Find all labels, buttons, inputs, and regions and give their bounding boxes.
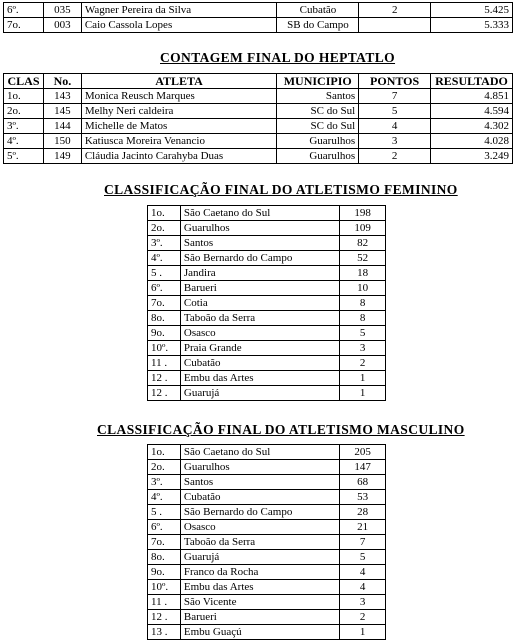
masculino-title: CLASSIFICAÇÃO FINAL DO ATLETISMO MASCULINO	[97, 422, 465, 437]
cell-municipio: Santos	[277, 89, 359, 104]
cell-number: 003	[43, 18, 81, 33]
cell-resultado: 5.425	[431, 3, 513, 18]
cell-points: 109	[340, 221, 386, 236]
cell-points: 82	[340, 236, 386, 251]
cell-municipio: Cubatão	[277, 3, 359, 18]
cell-rank: 5 .	[148, 505, 181, 520]
cell-resultado: 5.333	[431, 18, 513, 33]
cell-points: 28	[340, 505, 386, 520]
cell-points: 1	[340, 371, 386, 386]
cell-city: São Vicente	[180, 595, 339, 610]
table-row	[148, 580, 386, 595]
cell-number: 150	[43, 134, 81, 149]
cell-points: 1	[340, 625, 386, 640]
cell-city: Franco da Rocha	[180, 565, 339, 580]
table-row	[148, 221, 386, 236]
cell-resultado: 4.594	[431, 104, 513, 119]
heptatlo-table	[3, 73, 513, 164]
col-municipio: MUNICIPIO	[277, 74, 359, 89]
cell-athlete: Monica Reusch Marques	[81, 89, 276, 104]
cell-points: 52	[340, 251, 386, 266]
cell-rank: 9o.	[148, 565, 181, 580]
cell-clas: 3º.	[4, 119, 44, 134]
cell-rank: 6º.	[148, 520, 181, 535]
cell-points: 2	[340, 610, 386, 625]
cell-points: 4	[340, 565, 386, 580]
cell-rank: 4º.	[148, 251, 181, 266]
cell-city: São Bernardo do Campo	[180, 251, 339, 266]
col-resultado: RESULTADO	[431, 74, 513, 89]
cell-rank: 3º.	[148, 475, 181, 490]
table-row	[148, 475, 386, 490]
cell-resultado: 3.249	[431, 149, 513, 164]
cell-pontos: 2	[359, 3, 431, 18]
table-row	[148, 535, 386, 550]
table-row	[4, 149, 513, 164]
cell-rank: 4º.	[148, 490, 181, 505]
feminino-title: CLASSIFICAÇÃO FINAL DO ATLETISMO FEMININO	[104, 182, 458, 197]
cell-rank: 12 .	[148, 371, 181, 386]
cell-city: Embu das Artes	[180, 371, 339, 386]
cell-municipio: SC do Sul	[277, 104, 359, 119]
table-row	[148, 386, 386, 401]
cell-resultado: 4.851	[431, 89, 513, 104]
table-row	[4, 119, 513, 134]
cell-rank: 2o.	[148, 221, 181, 236]
cell-city: Osasco	[180, 520, 339, 535]
cell-athlete: Caio Cassola Lopes	[81, 18, 277, 33]
cell-clas: 1o.	[4, 89, 44, 104]
cell-rank: 2o.	[148, 460, 181, 475]
cell-rank: 3º.	[148, 236, 181, 251]
cell-athlete: Michelle de Matos	[81, 119, 276, 134]
cell-rank: 7o.	[148, 535, 181, 550]
cell-rank: 13 .	[148, 625, 181, 640]
cell-rank: 11 .	[148, 356, 181, 371]
table-row	[4, 104, 513, 119]
cell-points: 7	[340, 535, 386, 550]
table-row	[148, 371, 386, 386]
masculino-table	[147, 444, 386, 640]
cell-rank: 7o.	[148, 296, 181, 311]
table-row	[148, 445, 386, 460]
cell-rank: 12 .	[148, 610, 181, 625]
cell-clas: 2o.	[4, 104, 44, 119]
table-row	[148, 490, 386, 505]
col-pontos: PONTOS	[359, 74, 431, 89]
col-no: No.	[43, 74, 81, 89]
cell-municipio: SC do Sul	[277, 119, 359, 134]
cell-city: Embu das Artes	[180, 580, 339, 595]
cell-athlete: Katiusca Moreira Venancio	[81, 134, 276, 149]
cell-rank: 12 .	[148, 386, 181, 401]
table-row	[148, 550, 386, 565]
cell-city: Praia Grande	[180, 341, 339, 356]
cell-rank: 1o.	[148, 445, 181, 460]
cell-city: São Caetano do Sul	[180, 206, 339, 221]
cell-rank: 6º.	[148, 281, 181, 296]
cell-clas: 5º.	[4, 149, 44, 164]
cell-city: Cubatão	[180, 490, 339, 505]
cell-points: 1	[340, 386, 386, 401]
table-row	[4, 3, 513, 18]
cell-city: Santos	[180, 475, 339, 490]
cell-city: São Caetano do Sul	[180, 445, 339, 460]
cell-number: 145	[43, 104, 81, 119]
cell-athlete: Wagner Pereira da Silva	[81, 3, 277, 18]
cell-points: 10	[340, 281, 386, 296]
cell-city: Jandira	[180, 266, 339, 281]
cell-points: 18	[340, 266, 386, 281]
col-clas: CLAS	[4, 74, 44, 89]
cell-rank: 9o.	[148, 326, 181, 341]
cell-municipio: SB do Campo	[277, 18, 359, 33]
top-results-table	[3, 2, 513, 33]
cell-city: Taboão da Serra	[180, 311, 339, 326]
table-row	[148, 341, 386, 356]
table-row	[148, 266, 386, 281]
heptatlo-title: CONTAGEM FINAL DO HEPTATLO	[160, 50, 396, 65]
table-row	[4, 89, 513, 104]
cell-athlete: Melhy Neri caldeira	[81, 104, 276, 119]
table-row	[148, 595, 386, 610]
cell-pontos: 3	[359, 134, 431, 149]
col-atleta: ATLETA	[81, 74, 276, 89]
cell-resultado: 4.028	[431, 134, 513, 149]
cell-points: 4	[340, 580, 386, 595]
cell-city: Barueri	[180, 610, 339, 625]
cell-clas: 4º.	[4, 134, 44, 149]
table-row	[148, 251, 386, 266]
cell-city: Cotia	[180, 296, 339, 311]
cell-city: Guarujá	[180, 550, 339, 565]
cell-points: 8	[340, 296, 386, 311]
cell-rank: 8o.	[148, 311, 181, 326]
cell-city: Guarulhos	[180, 460, 339, 475]
cell-resultado: 4.302	[431, 119, 513, 134]
table-row	[148, 326, 386, 341]
cell-number: 035	[43, 3, 81, 18]
cell-city: São Bernardo do Campo	[180, 505, 339, 520]
cell-municipio: Guarulhos	[277, 134, 359, 149]
table-row	[148, 206, 386, 221]
table-row	[148, 505, 386, 520]
cell-municipio: Guarulhos	[277, 149, 359, 164]
cell-points: 8	[340, 311, 386, 326]
cell-points: 21	[340, 520, 386, 535]
cell-points: 53	[340, 490, 386, 505]
table-row	[148, 625, 386, 640]
cell-rank: 8o.	[148, 550, 181, 565]
table-row	[148, 460, 386, 475]
cell-number: 144	[43, 119, 81, 134]
cell-pontos: 2	[359, 149, 431, 164]
cell-points: 147	[340, 460, 386, 475]
table-row	[4, 18, 513, 33]
cell-city: Cubatão	[180, 356, 339, 371]
table-row	[148, 281, 386, 296]
cell-points: 2	[340, 356, 386, 371]
table-row	[148, 356, 386, 371]
cell-rank: 10º.	[148, 341, 181, 356]
table-row	[148, 565, 386, 580]
cell-pontos: 7	[359, 89, 431, 104]
cell-clas: 7o.	[4, 18, 44, 33]
feminino-table	[147, 205, 386, 401]
cell-points: 205	[340, 445, 386, 460]
cell-pontos	[359, 18, 431, 33]
table-row	[148, 610, 386, 625]
cell-city: Taboão da Serra	[180, 535, 339, 550]
table-row	[148, 311, 386, 326]
cell-number: 149	[43, 149, 81, 164]
cell-number: 143	[43, 89, 81, 104]
cell-clas: 6º.	[4, 3, 44, 18]
cell-city: Barueri	[180, 281, 339, 296]
cell-rank: 5 .	[148, 266, 181, 281]
cell-points: 198	[340, 206, 386, 221]
cell-pontos: 5	[359, 104, 431, 119]
cell-rank: 1o.	[148, 206, 181, 221]
cell-points: 5	[340, 326, 386, 341]
cell-points: 3	[340, 341, 386, 356]
cell-points: 68	[340, 475, 386, 490]
cell-points: 3	[340, 595, 386, 610]
cell-city: Guarulhos	[180, 221, 339, 236]
cell-city: Osasco	[180, 326, 339, 341]
table-row	[148, 520, 386, 535]
cell-pontos: 4	[359, 119, 431, 134]
table-row	[4, 134, 513, 149]
cell-athlete: Cláudia Jacinto Carahyba Duas	[81, 149, 276, 164]
table-row	[148, 296, 386, 311]
table-row	[148, 236, 386, 251]
cell-city: Embu Guaçú	[180, 625, 339, 640]
cell-rank: 10º.	[148, 580, 181, 595]
cell-points: 5	[340, 550, 386, 565]
cell-city: Santos	[180, 236, 339, 251]
cell-rank: 11 .	[148, 595, 181, 610]
cell-city: Guarujá	[180, 386, 339, 401]
